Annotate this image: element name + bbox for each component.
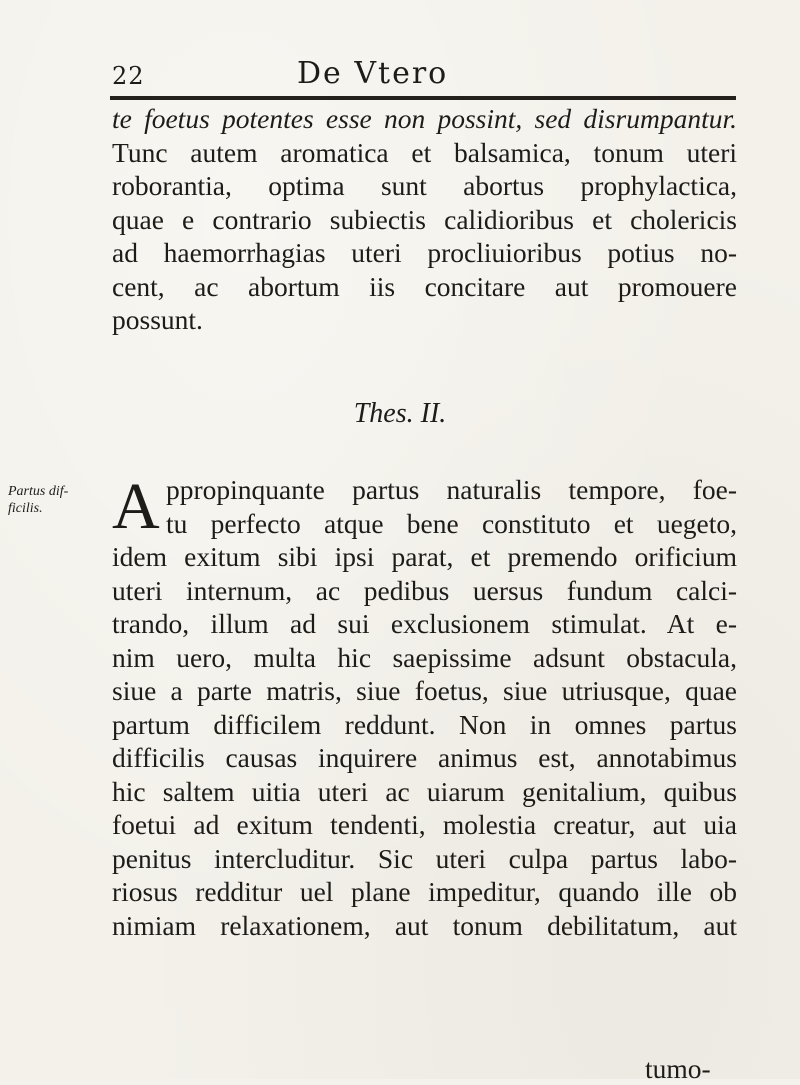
text-line: Tunc autem aromatica et balsamica, tonum uteri: [112, 136, 737, 168]
text-line: nimiam relaxationem, aut tonum debilitatum, aut: [112, 909, 737, 941]
catchword: tumo-: [645, 1053, 711, 1084]
text-line: te foetus potentes esse non possint, sed disrumpantur.: [112, 103, 737, 134]
text-line: partum difficilem reddunt. Non in omnes partus: [112, 708, 737, 740]
thesis-heading: Thes. II.: [353, 398, 447, 429]
text-line: difficilis causas inquirere animus est, annotabimus: [112, 742, 737, 773]
text-line: uteri internum, ac pedibus uersus fundum calci-: [112, 574, 737, 606]
paragraph-1: [112, 102, 737, 337]
text-line: tu perfecto atque bene constituto et uegeto,: [166, 507, 737, 539]
drop-cap: A: [112, 470, 160, 543]
text-line: ppropinquante partus naturalis tempore, foe-: [166, 474, 737, 505]
margin-note: Partus dif-ficilis.: [8, 484, 69, 516]
text-line: siue a parte matris, siue foetus, siue utriusque, quae: [112, 675, 737, 706]
page-header: [112, 56, 720, 96]
text-line: cent, ac abortum iis concitare aut promouere: [112, 270, 737, 302]
paragraph-2: [112, 470, 737, 942]
text-line: riosus redditur uel plane impeditur, quando ille ob: [112, 876, 737, 907]
text-line: penitus intercluditur. Sic uteri culpa partus labo-: [112, 842, 737, 874]
page-number: 22: [112, 62, 145, 90]
text-line: possunt.: [112, 304, 203, 335]
text-line: ad haemorrhagias uteri procliuioribus potius no-: [112, 237, 737, 268]
text-line: nim uero, multa hic saepissime adsunt obstacula,: [112, 641, 737, 673]
running-title: De Vtero: [297, 56, 449, 91]
header-rule: [110, 96, 736, 100]
text-line: trando, illum ad sui exclusionem stimulat. At e-: [112, 608, 737, 639]
text-line: foetui ad exitum tendenti, molestia creatur, aut uia: [112, 809, 737, 840]
text-line: hic saltem uitia uteri ac uiarum genitalium, quibus: [112, 775, 737, 807]
text-line: roborantia, optima sunt abortus prophylactica,: [112, 170, 737, 201]
text-line: idem exitum sibi ipsi parat, et premendo orificium: [112, 541, 737, 572]
text-line: quae e contrario subiectis calidioribus et cholericis: [112, 203, 737, 235]
